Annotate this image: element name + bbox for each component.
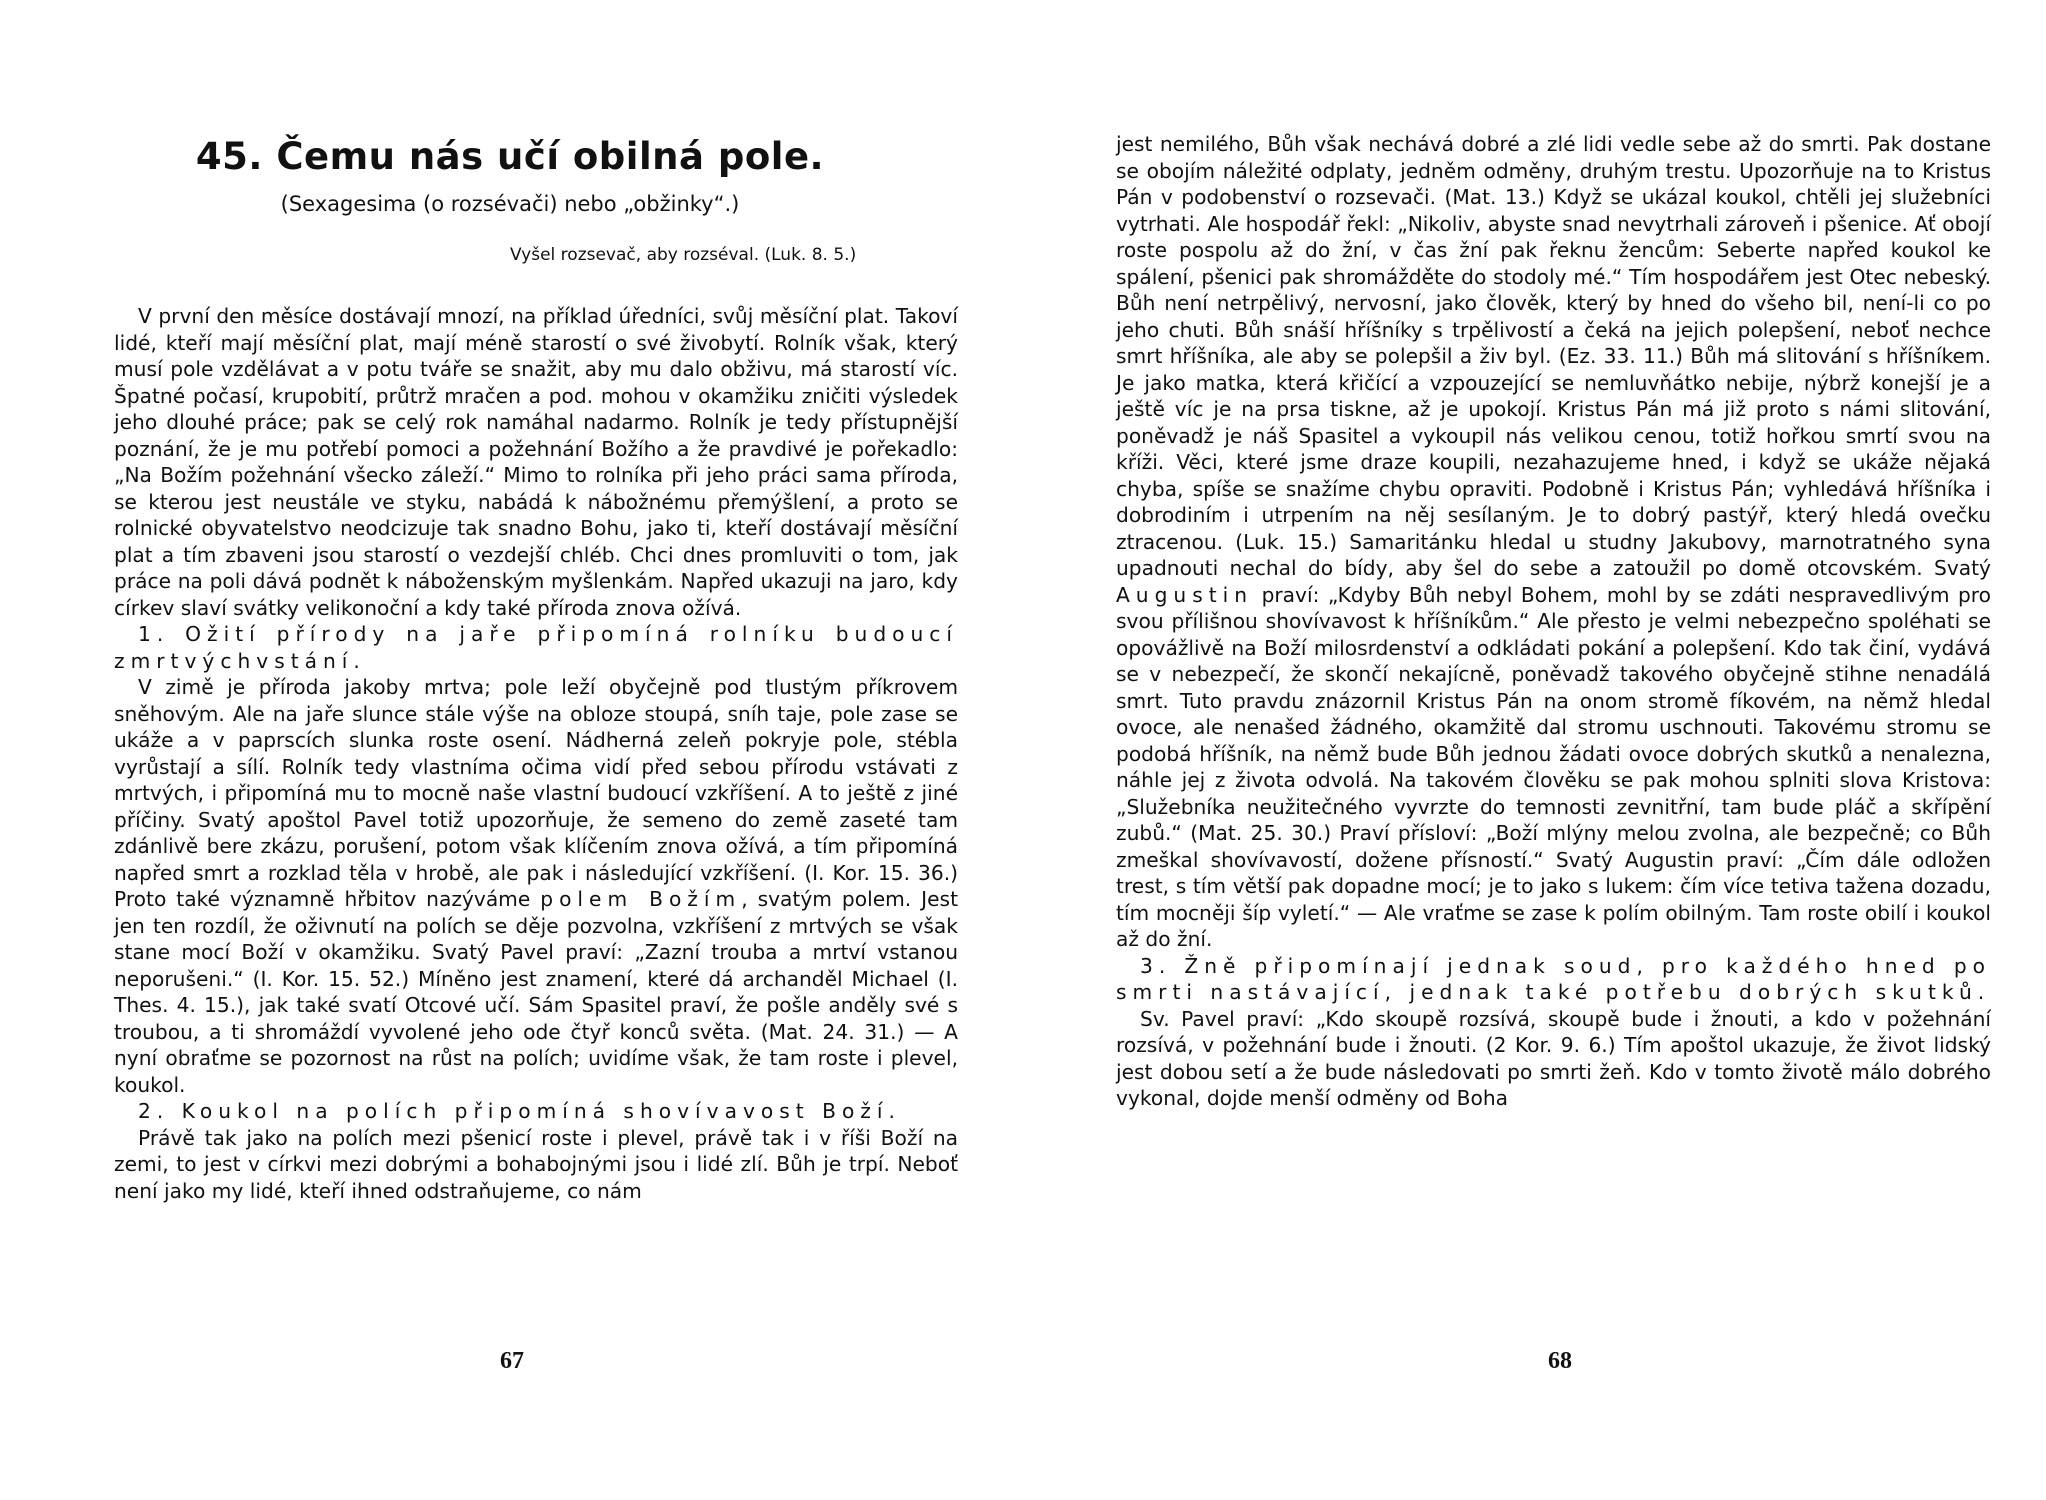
paragraph-resurrection-text-b: , svatým polem. Jest jen ten rozdíl, že oživnutí na polích se děje pozvolna, vzkříšení z mrtvých se však stane mocí Boží v okamžiku. Svatý Pavel praví: „Zazní trouba a mrtví vstanou neporušeni.“ (I. Kor. 15. 52.) Míněno jest znamení, které dá archanděl Michael (I. Thes. 4. 15.), jak také svatí Otcové učí. Sám Spasitel praví, že pošle anděly své s troubou, a ti shromáždí vyvolené jeho ode čtyř konců světa. (Mat. 24. 31.) — A nyní obraťme se pozornost na růst na polích; uvidíme však, že tam roste i plevel, koukol. xyxy=(114,887,958,1097)
paragraph-patience xyxy=(1116,131,1991,953)
paragraph-resurrection-text-a: V zimě je příroda jakoby mrtva; pole leží obyčejně pod tlustým příkrovem sněhovým. Ale na jaře slunce stále výše na obloze stoupá, sníh taje, pole zase se ukáže a v paprscích slunka roste osení. Nádherná zeleň pokryje pole, stébla vyrůstají a sílí. Rolník tedy vlastníma očima vidí před sebou přírodu vstávati z mrtvých, i připomíná mu to mocně naše vlastní budoucí vzkříšení. A to ještě z jiné příčiny. Svatý apoštol Pavel totiž upozorňuje, že semeno do země zaseté tam zdánlivě bere zkázu, porušení, potom však klíčením znova ožívá, a tím připomíná napřed smrt a rozklad těla v hrobě, ale pak i následující vzkříšení. (I. Kor. 15. 36.) Proto také významně hřbitov nazýváme xyxy=(114,675,958,911)
right-page xyxy=(1023,0,2046,1500)
right-text-column xyxy=(1116,131,1991,1112)
paragraph-harvest: Sv. Pavel praví: „Kdo skoupě rozsívá, skoupě bude i žnouti, a kdo v požehnání rozsívá, v požehnání bude i žnouti. (2 Kor. 9. 6.) Tím apoštol ukazuje, že život lidský jest dobou setí a že bude následovati po smrti žeň. Kdo v tomto životě málo dobrého vykonal, dojde menší odměny od Boha xyxy=(1116,1006,1991,1110)
section-heading-1: 1. Ožití přírody na jaře připomíná rolníku budoucí zmrtvýchvstání. xyxy=(114,622,958,673)
page-number-right: 68 xyxy=(1548,1348,1572,1374)
paragraph-intro: V první den měsíce dostávají mnozí, na příklad úředníci, svůj měsíční plat. Takoví lidé, kteří mají měsíční plat, mají méně starostí o své živobytí. Rolník však, který musí pole vzdělávat a v potu tváře se snažit, aby mu dalo obživu, má starostí víc. Špatné počasí, krupobití, průtrž mračen a pod. mohou v okamžiku zničiti výsledek jeho dlouhé práce; pak se celý rok namáhal nadarmo. Rolník je tedy přístupnější poznání, že je mu potřebí pomoci a požehnání Božího a že pravdivé je pořekadlo: „Na Božím požehnání všecko záleží.“ Mimo to rolníka při jeho práci sama příroda, se kterou jest neustále ve styku, nabádá k nábožnému přemýšlení, a proto se rolnické obyvatelstvo neodcizuje tak snadno Bohu, jako ti, kteří dostávají měsíční plat a tím zbaveni jsou starostí o vezdejší chléb. Chci dnes promluviti o tom, jak práce na poli dává podnět k náboženským myšlenkám. Napřed ukazuji na jaro, kdy církev slaví svátky velikonoční a kdy také příroda znova ožívá. xyxy=(114,304,958,620)
paragraph-patience-text-a: jest nemilého, Bůh však nechává dobré a zlé lidi vedle sebe až do smrti. Pak dostane se obojím náležité odplaty, jedněm odměny, druhým trestu. Upozorňuje na to Kristus Pán v podobenství o rozsevači. (Mat. 13.) Když se ukázal koukol, chtěli jej služebníci vytrhati. Ale hospodář řekl: „Nikoliv, abyste snad nevytrhali zároveň i pšenice. Ať obojí roste pospolu až do žní, v čas žní pak řeknu žencům: Seberte napřed koukol ke spálení, pšenici pak shromážděte do stodoly mé.“ Tím hospodářem jest Otec nebeský. Bůh není netrpělivý, nervosní, jako člověk, který by hned do všeho bil, není-li co po jeho chuti. Bůh snáší hříšníky s trpělivostí a čeká na jejich polepšení, neboť nechce smrt hříšníka, ale aby se polepšil a živ byl. (Ez. 33. 11.) Bůh má slitování s hříšníkem. Je jako matka, která křičící a vzpouzející se nemluvňátko nebije, nýbrž konejší je a ještě víc je na prsa tiskne, až je upokojí. Kristus Pán má již proto s námi slitování, poněvadž je náš Spasitel a vykoupil nás velikou cenou, totiž hořkou smrtí svou na kříži. Věci, které jsme draze koupili, nezahazujeme hned, i když se ukáže nějaká chyba, spíše se snažíme chybu opraviti. Podobně i Kristus Pán; vyhledává hříšníka i dobrodiním i utrpením na něj sesílaným. Je to dobrý pastýř, který hledá ovečku ztracenou. (Luk. 15.) Samaritánku hledal u studny Jakubovy, marnotratného syna upadnouti nechal do bídy, aby šel do sebe a zatoužil po domě otcovském. Svatý xyxy=(1116,132,1991,580)
paragraph-weeds: Právě tak jako na polích mezi pšenicí roste i plevel, právě tak i v říši Boží na zemi, to jest v církvi mezi dobrými a bohabojnými jsou i lidé zlí. Bůh je trpí. Neboť není jako my lidé, kteří ihned odstraňujeme, co nám xyxy=(114,1125,958,1203)
paragraph-resurrection xyxy=(114,674,958,1098)
section-heading-2: 2. Koukol na polích připomíná shovívavost Boží. xyxy=(138,1099,901,1123)
epigraph-quote: Vyšel rozsevač, aby rozséval. (Luk. 8. 5.) xyxy=(510,245,857,265)
section-heading-3: 3. Žně připomínají jednak soud, pro každého hned po smrti nastávající, jednak také potřebu dobrých skutků. xyxy=(1116,953,1991,1004)
page-number-left: 67 xyxy=(500,1348,524,1374)
chapter-title: 45. Čemu nás učí obilná pole. xyxy=(195,135,825,178)
spaced-phrase-field-of-god: polem Božím xyxy=(540,887,742,911)
left-text-column xyxy=(114,303,958,1204)
chapter-subtitle: (Sexagesima (o rozsévači) nebo „obžinky“.) xyxy=(280,192,740,216)
paragraph-patience-text-b: praví: „Kdyby Bůh nebyl Bohem, mohl by se zdáti nespravedlivým pro svou přílišnou shovívavost k hříšníkům.“ Ale přesto je velmi nebezpečno spoléhati se opovážlivě na Boží milosrdenství a odkládati pokání a polepšení. Kdo tak činí, vydává se v nebezpečí, že skončí nekajícně, poněvadž takového obyčejně stihne nenadálá smrt. Tuto pravdu znázornil Kristus Pán na onom stromě fíkovém, na němž hledal ovoce, ale nenašed žádného, okamžitě dal stromu uschnouti. Takovému stromu se podobá hříšník, na němž bude Bůh jednou žádati ovoce dobrých skutků a nenalezna, náhle jej z života odvolá. Na takovém člověku se pak mohou splniti slova Kristova: „Služebníka neužitečného vyvrzte do temnosti zevnitřní, tam bude pláč a skřípění zubů.“ (Mat. 25. 30.) Praví přísloví: „Boží mlýny melou zvolna, ale bezpečně; co Bůh zmeškal shovívavostí, dožene přísností.“ Svatý Augustin praví: „Čím dále odložen trest, s tím větší pak dopadne mocí; je to jako s lukem: čím více tetiva tažena dozadu, tím mocněji šíp vyletí.“ — Ale vraťme se zase k polím obilným. Tam roste obilí i koukol až do žní. xyxy=(1116,582,1991,951)
spaced-name-augustin: Augustin xyxy=(1116,582,1254,607)
